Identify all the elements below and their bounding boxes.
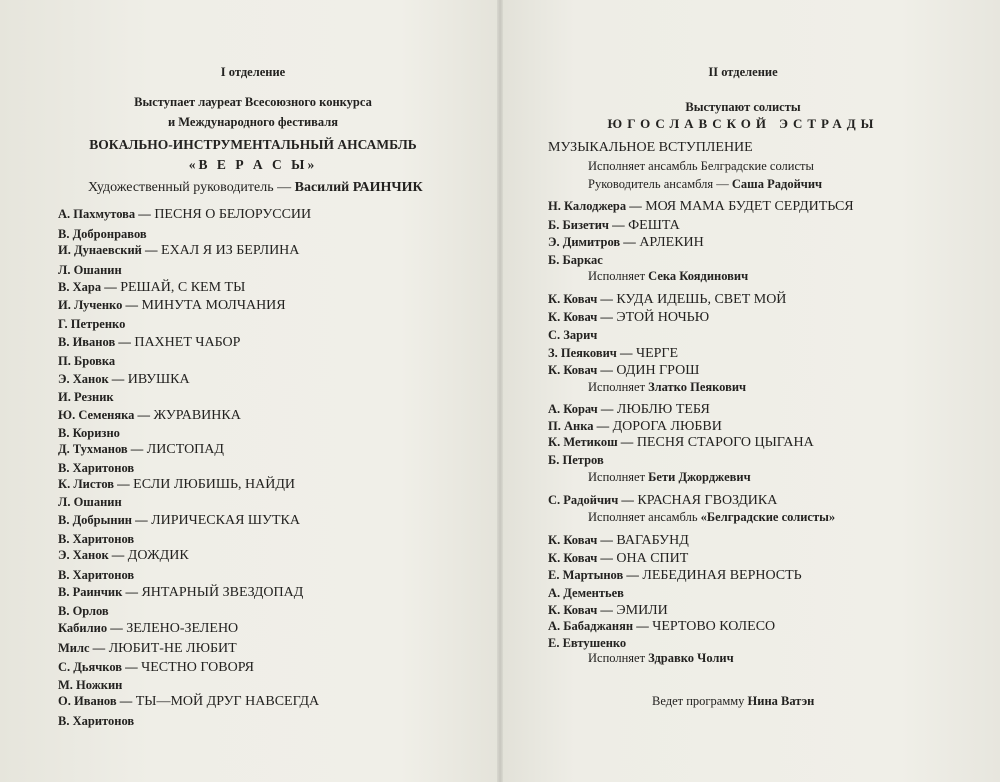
- performer-label: Исполняет: [588, 380, 646, 394]
- left-program-line: [58, 226, 147, 243]
- right-program-line: [548, 327, 597, 344]
- author-name: Кабилио —: [58, 621, 123, 635]
- left-program-line: [58, 677, 122, 694]
- performer-label: Исполняет: [588, 651, 646, 665]
- author-name: В. Харитонов: [58, 532, 135, 546]
- song-title: ПЕСНЯ СТАРОГО ЦЫГАНА: [636, 435, 814, 450]
- author-name: К. Метикош —: [548, 435, 634, 449]
- song-title: ЛИРИЧЕСКАЯ ШУТКА: [151, 513, 300, 528]
- right-program-line: [548, 198, 854, 215]
- author-name: П. Анка —: [548, 419, 610, 433]
- right-program-line: [548, 550, 688, 567]
- left-program-line: [58, 242, 299, 259]
- author-name: М. Ножкин: [58, 678, 123, 692]
- right-program-line: [548, 585, 624, 602]
- author-name: Ю. Семеняка —: [58, 408, 150, 422]
- left-program-line: [58, 353, 115, 370]
- director-label: Художественный руководитель —: [88, 180, 292, 195]
- song-title: ДОЖДИК: [127, 548, 189, 563]
- author-name: Милс —: [58, 641, 106, 655]
- right-program-line: [548, 618, 775, 635]
- performer-name: Сека Коядинович: [648, 269, 749, 283]
- author-name: Э. Димитров —: [548, 235, 636, 249]
- author-name: А. Дементьев: [548, 586, 624, 600]
- right-program-line: [548, 401, 710, 418]
- author-name: Л. Ошанин: [58, 263, 122, 277]
- song-title: ЧЕРТОВО КОЛЕСО: [652, 619, 776, 634]
- host-label: Ведет программу: [652, 694, 745, 708]
- author-name: А. Корач —: [548, 402, 614, 416]
- author-name: И. Дунаевский —: [58, 243, 158, 257]
- author-name: В. Раинчик —: [58, 585, 138, 599]
- song-title: ЛЮБИТ-НЕ ЛЮБИТ: [108, 641, 237, 656]
- author-name: В. Коризно: [58, 426, 120, 440]
- right-program-line: [548, 418, 722, 435]
- song-title: ЛЕБЕДИНАЯ ВЕРНОСТЬ: [642, 568, 802, 583]
- director-name: Василий РАИНЧИК: [294, 180, 423, 195]
- performer-name: «Белградские солисты»: [700, 510, 836, 524]
- author-name: В. Иванов —: [58, 335, 131, 349]
- left-program-line: [58, 620, 238, 637]
- song-title: ЭТОЙ НОЧЬЮ: [616, 310, 710, 325]
- left-program-line: [58, 206, 311, 223]
- opening-director: [588, 176, 822, 192]
- author-name: Б. Петров: [548, 453, 604, 467]
- author-name: В. Харитонов: [58, 568, 135, 582]
- right-program-line: [548, 602, 668, 619]
- left-program-line: [58, 316, 125, 333]
- song-title: ПЕСНЯ О БЕЛОРУССИИ: [154, 207, 312, 222]
- opening-director-name: Саша Радойчич: [731, 177, 823, 191]
- author-name: К. Ковач —: [548, 603, 613, 617]
- right-program-line: [548, 452, 604, 469]
- author-name: В. Орлов: [58, 604, 109, 618]
- left-program-line: [58, 512, 300, 529]
- performer-label: Исполняет: [588, 269, 646, 283]
- author-name: П. Бровка: [58, 354, 116, 368]
- author-name: А. Бабаджанян —: [548, 619, 649, 633]
- author-name: Э. Ханок —: [58, 548, 125, 562]
- left-program-line: [58, 659, 254, 676]
- right-program-line: [548, 362, 699, 379]
- song-title: ЖУРАВИНКА: [153, 408, 241, 423]
- host-name: Нина Ватэн: [747, 694, 815, 708]
- song-title: ВАГАБУНД: [616, 533, 689, 548]
- left-program-line: [58, 389, 114, 406]
- song-title: ЗЕЛЕНО-ЗЕЛЕНО: [126, 621, 239, 636]
- song-title: ЧЕСТНО ГОВОРЯ: [141, 660, 254, 675]
- opening-number: МУЗЫКАЛЬНОЕ ВСТУПЛЕНИЕ: [548, 140, 753, 155]
- song-title: ПАХНЕТ ЧАБОР: [134, 335, 241, 350]
- author-name: К. Ковач —: [548, 363, 613, 377]
- left-program-line: [58, 640, 237, 657]
- author-name: К. Листов —: [58, 477, 130, 491]
- left-program-line: [58, 494, 122, 511]
- right-program-line: [548, 567, 802, 584]
- ensemble-name: «В Е Р А С Ы»: [188, 157, 318, 172]
- author-name: В. Добронравов: [58, 227, 147, 241]
- song-title: ЛЮБЛЮ ТЕБЯ: [616, 402, 710, 417]
- left-program-line: [58, 584, 303, 601]
- left-program-line: [58, 460, 134, 477]
- author-name: Л. Ошанин: [58, 495, 122, 509]
- right-program-line: [548, 217, 680, 234]
- author-name: К. Ковач —: [548, 310, 613, 324]
- author-name: Н. Калоджера —: [548, 199, 642, 213]
- left-program-line: [58, 476, 295, 493]
- song-title: ОДИН ГРОШ: [616, 363, 700, 378]
- author-name: С. Радойчич —: [548, 493, 634, 507]
- author-name: З. Пеякович —: [548, 346, 633, 360]
- host-line: [652, 693, 814, 709]
- author-name: Д. Тухманов —: [58, 442, 144, 456]
- song-title: ФЕШТА: [628, 218, 680, 233]
- performer-label: Исполняет ансамбль: [588, 510, 698, 524]
- song-title: ЭМИЛИ: [616, 603, 668, 618]
- left-program-line: [58, 297, 286, 314]
- right-program-line: [548, 291, 786, 308]
- left-program-line: [58, 693, 319, 710]
- author-name: И. Лученко —: [58, 298, 138, 312]
- author-name: В. Харитонов: [58, 461, 135, 475]
- author-name: К. Ковач —: [548, 551, 613, 565]
- song-title: ЧЕРГЕ: [636, 346, 679, 361]
- left-intro-line-2: и Международного фестиваля: [167, 115, 339, 129]
- left-intro-line-1: Выступает лауреат Всесоюзного конкурса: [134, 95, 372, 109]
- opening-performer: Исполняет ансамбль Белградские солисты: [588, 159, 814, 173]
- left-program-line: [58, 425, 120, 442]
- song-title: ТЫ—МОЙ ДРУГ НАВСЕГДА: [135, 694, 320, 709]
- author-name: В. Добрынин —: [58, 513, 148, 527]
- song-title: ЯНТАРНЫЙ ЗВЕЗДОПАД: [141, 585, 304, 600]
- author-name: Е. Евтушенко: [548, 636, 627, 650]
- author-name: Б. Бизетич —: [548, 218, 625, 232]
- left-program-line: [58, 713, 134, 730]
- right-title: ЮГОСЛАВСКОЙ ЭСТРАДЫ: [607, 116, 879, 131]
- left-program-line: [58, 603, 109, 620]
- song-title: ЕХАЛ Я ИЗ БЕРЛИНА: [161, 243, 300, 258]
- song-title: ЕСЛИ ЛЮБИШЬ, НАЙДИ: [133, 477, 296, 492]
- left-program-line: [58, 441, 224, 458]
- right-program-line: [548, 345, 678, 362]
- author-name: С. Зарич: [548, 328, 598, 342]
- right-performer-line: [588, 650, 734, 666]
- song-title: КУДА ИДЕШЬ, СВЕТ МОЙ: [616, 292, 787, 307]
- right-program-line: [548, 532, 689, 549]
- right-program-line: [548, 434, 814, 451]
- right-program-line: [548, 492, 777, 509]
- right-performer-line: [588, 379, 746, 395]
- director-line: [88, 180, 423, 196]
- left-program-line: [58, 547, 189, 564]
- performer-name: Здравко Чолич: [648, 651, 734, 665]
- right-heading: II отделение: [708, 65, 778, 79]
- right-program-line: [548, 309, 709, 326]
- author-name: В. Хара —: [58, 280, 117, 294]
- right-program-line: [548, 252, 603, 269]
- author-name: А. Пахмутова —: [58, 207, 151, 221]
- right-performer-line: [588, 509, 835, 525]
- performer-name: Бети Джорджевич: [648, 470, 751, 484]
- song-title: ДОРОГА ЛЮБВИ: [612, 419, 722, 434]
- opening-director-label: Руководитель ансамбля —: [588, 177, 729, 191]
- left-program-line: [58, 371, 190, 388]
- left-program-line: [58, 567, 134, 584]
- song-title: ИВУШКА: [127, 372, 190, 387]
- song-title: МИНУТА МОЛЧАНИЯ: [141, 298, 286, 313]
- song-title: ЛИСТОПАД: [146, 442, 224, 457]
- performer-name: Златко Пеякович: [648, 380, 747, 394]
- author-name: О. Иванов —: [58, 694, 133, 708]
- ensemble-type: ВОКАЛЬНО-ИНСТРУМЕНТАЛЬНЫЙ АНСАМБЛЬ: [89, 137, 417, 152]
- song-title: МОЯ МАМА БУДЕТ СЕРДИТЬСЯ: [645, 199, 854, 214]
- song-title: РЕШАЙ, С КЕМ ТЫ: [120, 280, 246, 295]
- left-program-line: [58, 262, 122, 279]
- right-performer-line: [588, 268, 748, 284]
- author-name: В. Харитонов: [58, 714, 135, 728]
- author-name: И. Резник: [58, 390, 114, 404]
- performer-label: Исполняет: [588, 470, 646, 484]
- author-name: Э. Ханок —: [58, 372, 125, 386]
- song-title: ОНА СПИТ: [616, 551, 689, 566]
- center-fold: [497, 0, 503, 782]
- left-program-line: [58, 279, 245, 296]
- author-name: К. Ковач —: [548, 533, 613, 547]
- right-performer-line: [588, 469, 751, 485]
- left-program-line: [58, 334, 240, 351]
- author-name: Е. Мартынов —: [548, 568, 639, 582]
- author-name: Б. Баркас: [548, 253, 603, 267]
- author-name: С. Дьячков —: [58, 660, 138, 674]
- left-program-line: [58, 407, 241, 424]
- right-program-line: [548, 234, 704, 251]
- song-title: КРАСНАЯ ГВОЗДИКА: [637, 493, 778, 508]
- left-heading: I отделение: [220, 65, 286, 79]
- left-program-line: [58, 531, 134, 548]
- right-intro: Выступают солисты: [685, 100, 801, 114]
- author-name: К. Ковач —: [548, 292, 613, 306]
- author-name: Г. Петренко: [58, 317, 126, 331]
- song-title: АРЛЕКИН: [639, 235, 704, 250]
